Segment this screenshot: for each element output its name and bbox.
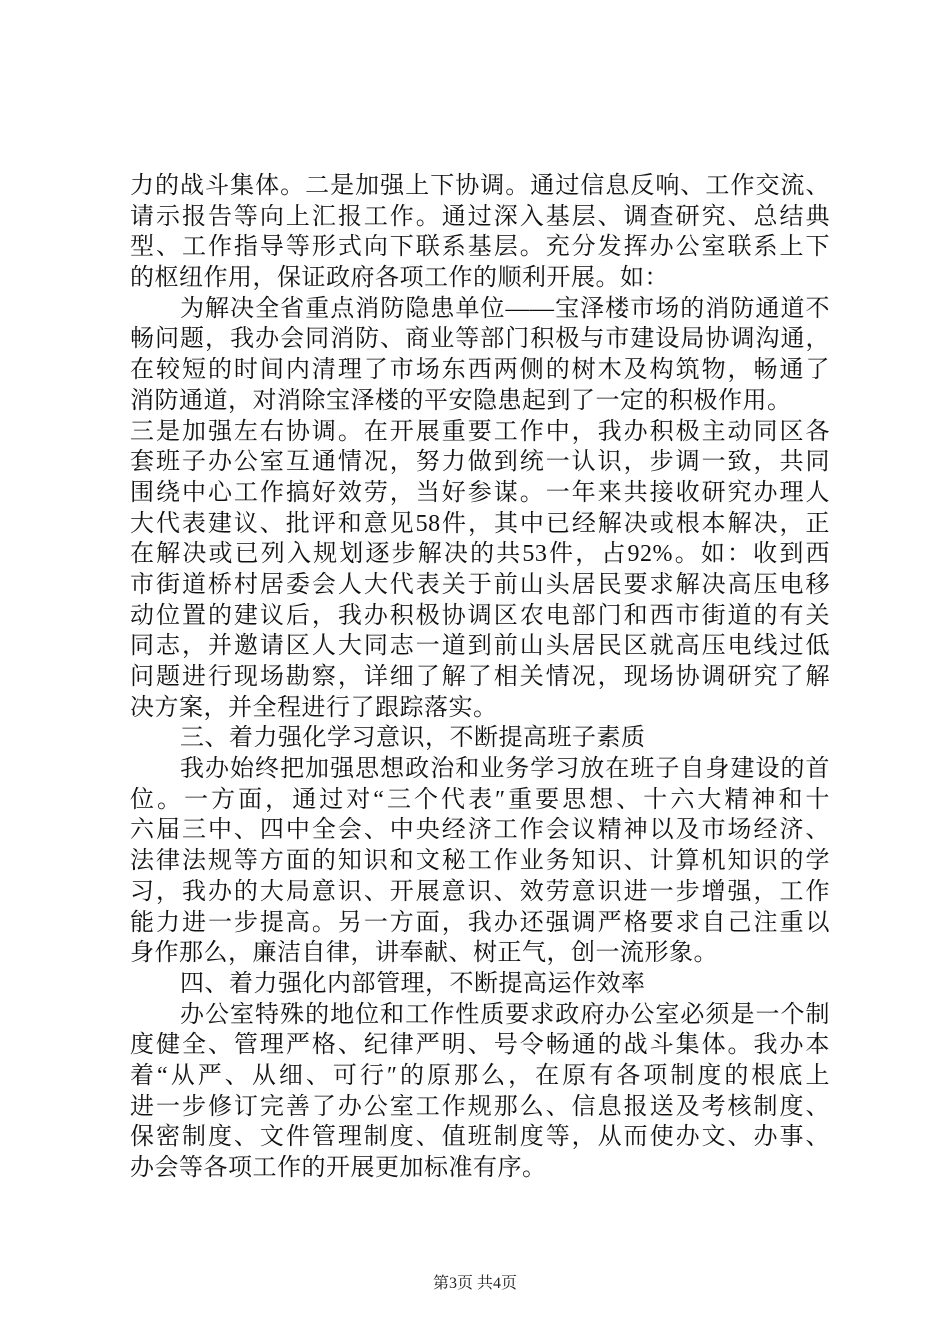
text-line: 六届三中、四中全会、中央经济工作会议精神以及市场经济、 — [130, 817, 830, 844]
text-line: 畅问题，我办会同消防、商业等部门积极与市建设局协调沟通， — [130, 326, 830, 353]
text-line: 着“从严、从细、可行″的原那么，在原有各项制度的根底上 — [130, 1062, 830, 1089]
paragraph-start-line: 我办始终把加强思想政治和业务学习放在班子自身建设的首 — [180, 756, 830, 783]
text-line: 位。一方面，通过对“三个代表″重要思想、十六大精神和十 — [130, 786, 830, 813]
paragraph-start-line: 为解决全省重点消防隐患单位——宝泽楼市场的消防通道不 — [180, 295, 830, 322]
text-line: 力的战斗集体。二是加强上下协调。通过信息反响、工作交流、 — [130, 173, 830, 199]
text-line: 动位置的建议后，我办积极协调区农电部门和西市街道的有关 — [130, 602, 830, 629]
text-line: 围绕中心工作搞好效劳，当好参谋。一年来共接收研究办理人 — [130, 479, 830, 506]
text-line: 消防通道，对消除宝泽楼的平安隐患起到了一定的积极作用。 — [130, 387, 792, 414]
text-line: 请示报告等向上汇报工作。通过深入基层、调查研究、总结典 — [130, 203, 830, 230]
text-line: 型、工作指导等形式向下联系基层。充分发挥办公室联系上下 — [130, 234, 830, 261]
text-line: 法律法规等方面的知识和文秘工作业务知识、计算机知识的学 — [130, 848, 830, 875]
text-line: 保密制度、文件管理制度、值班制度等，从而使办文、办事、 — [130, 1124, 830, 1151]
body-text — [130, 171, 830, 1184]
text-line: 套班子办公室互通情况，努力做到统一认识，步调一致，共同 — [130, 449, 830, 476]
text-line: 市街道桥村居委会人大代表关于前山头居民要求解决高压电移 — [130, 571, 830, 598]
text-line: 问题进行现场勘察，详细了解了相关情况，现场协调研究了解 — [130, 664, 830, 690]
text-line: 的枢纽作用，保证政府各项工作的顺利开展。如： — [130, 265, 669, 292]
section-heading: 三、着力强化学习意识，不断提高班子素质 — [180, 725, 646, 752]
text-line: 三是加强左右协调。在开展重要工作中，我办积极主动同区各 — [130, 418, 830, 445]
paragraph-start-line: 办公室特殊的地位和工作性质要求政府办公室必须是一个制 — [180, 1001, 830, 1028]
text-line: 大代表建议、批评和意见58件，其中已经解决或根本解决，正 — [130, 510, 830, 537]
section-heading: 四、着力强化内部管理，不断提高运作效率 — [180, 970, 646, 997]
page-number-footer: 第3页 共4页 — [432, 1275, 517, 1292]
text-line: 习，我办的大局意识、开展意识、效劳意识进一步增强，工作 — [130, 878, 830, 905]
text-line: 度健全、管理严格、纪律严明、号令畅通的战斗集体。我办本 — [130, 1032, 830, 1059]
text-line: 身作那么，廉洁自律，讲奉献、树正气，创一流形象。 — [130, 940, 718, 967]
text-line: 决方案，并全程进行了跟踪落实。 — [130, 694, 498, 721]
text-line: 进一步修订完善了办公室工作规那么、信息报送及考核制度、 — [130, 1093, 830, 1120]
text-line: 办会等各项工作的开展更加标准有序。 — [130, 1155, 547, 1181]
text-line: 能力进一步提高。另一方面，我办还强调严格要求自己注重以 — [130, 909, 830, 936]
text-line: 在解决或已列入规划逐步解决的共53件，占92%。如：收到西 — [130, 541, 830, 568]
text-line: 在较短的时间内清理了市场东西两侧的树木及构筑物，畅通了 — [130, 357, 830, 384]
text-line: 同志，并邀请区人大同志一道到前山头居民区就高压电线过低 — [130, 633, 830, 660]
